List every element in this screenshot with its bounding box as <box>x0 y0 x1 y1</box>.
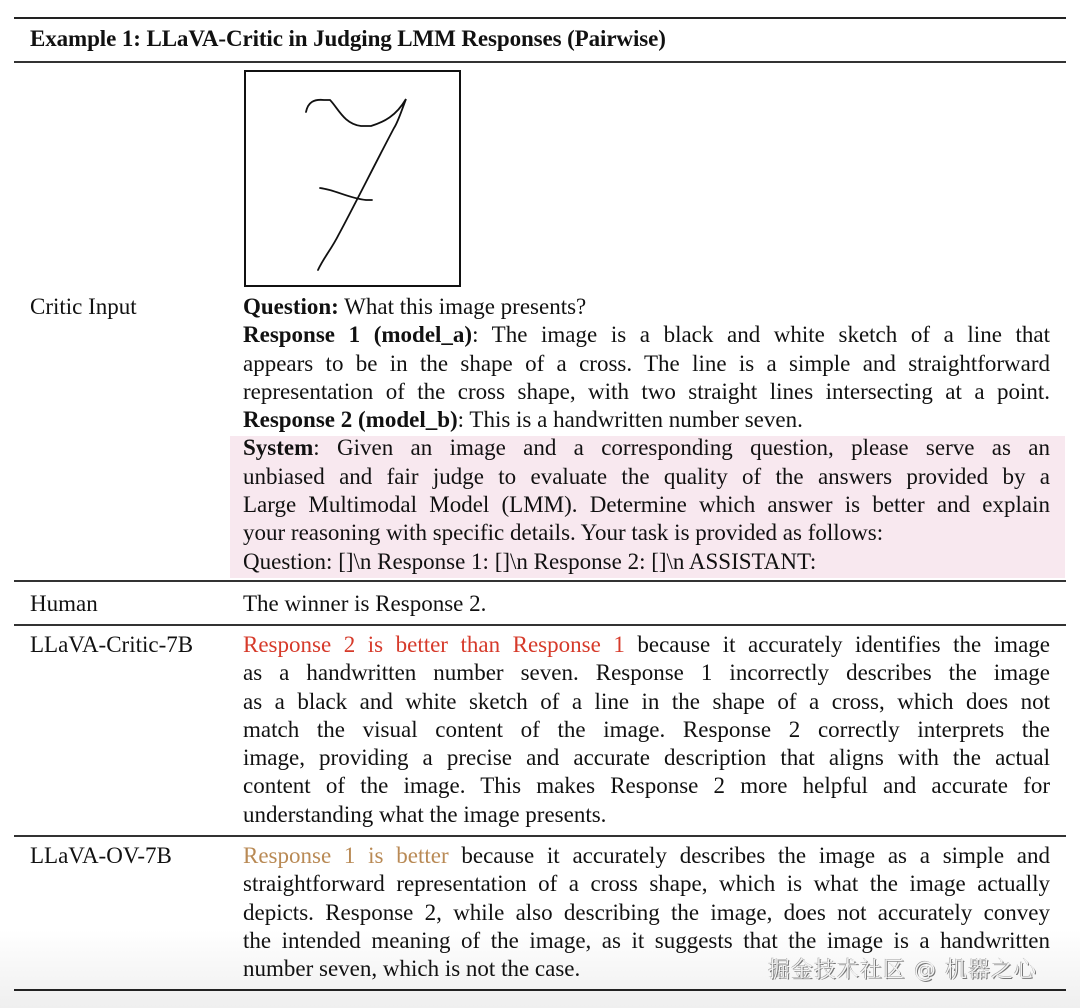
bottom-rule <box>14 989 1066 991</box>
ov-7b-line-1 <box>243 842 1050 870</box>
system-label: System <box>243 435 314 461</box>
row-label-critic-input: Critic Input <box>30 294 137 319</box>
critic-7b-verdict-highlight: Response 2 is better than Response 1 <box>243 632 625 657</box>
row-label-ov-7b: LLaVA-OV-7B <box>30 843 172 868</box>
system-line-5: Question: []\n Response 1: []\n Response 2: []\n ASSISTANT: <box>243 548 817 574</box>
critic-7b-line-2: as a handwritten number seven. Response 1 incorrectly describes the image <box>243 660 1050 686</box>
example-title: Example 1: LLaVA-Critic in Judging LMM Responses (Pairwise) <box>30 26 666 51</box>
response1-line-1 <box>243 321 1050 349</box>
watermark: 掘金技术社区 @ 机器之心 <box>768 958 1037 983</box>
response1-line-3: representation of the cross shape, with two straight lines intersecting at a point. <box>243 378 1050 404</box>
critic-7b-line-5: image, providing a precise and accurate description that aligns with the actual <box>243 745 1050 771</box>
row-divider-3 <box>14 835 1066 837</box>
critic-7b-line-6: content of the image. This makes Response 2 more helpful and accurate for <box>243 773 1050 799</box>
ov-7b-line-4: the intended meaning of the image, as it suggests that the image is a handwritten <box>243 927 1050 953</box>
system-text: : Given an image and a corresponding question, please serve as an <box>313 435 1050 461</box>
row-label-human: Human <box>30 591 98 616</box>
human-verdict: The winner is Response 2. <box>243 591 487 616</box>
top-rule <box>14 17 1066 19</box>
response1-text: : The image is a black and white sketch of a line that <box>472 322 1050 348</box>
critic-7b-text: because it accurately identifies the image <box>624 632 1050 657</box>
critic-7b-line-4: match the visual content of the image. Response 2 correctly interprets the <box>243 716 1050 742</box>
response1-label: Response 1 (model_a) <box>243 322 473 348</box>
ov-7b-line-3: depicts. Response 2, while also describing the image, does not accurately convey <box>243 899 1050 925</box>
response1-line-2: appears to be in the shape of a cross. The line is a simple and straightforward <box>243 350 1050 376</box>
question-line <box>243 293 1050 321</box>
ov-7b-text: because it accurately describes the image as a simple and <box>448 843 1050 868</box>
row-divider-2 <box>14 624 1066 626</box>
ov-7b-line-2: straightforward representation of a cross shape, which is what the image actually <box>243 871 1050 897</box>
critic-7b-line-7: understanding what the image presents. <box>243 801 607 827</box>
system-line-4: your reasoning with specific details. Your task is provided as follows: <box>243 520 884 546</box>
critic-7b-line-3: as a black and white sketch of a line in the shape of a cross, which does not <box>243 688 1050 714</box>
ov-7b-line-5: number seven, which is not the case. <box>243 956 581 982</box>
ov-7b-verdict-highlight: Response 1 is better <box>243 843 449 868</box>
row-label-critic-7b: LLaVA-Critic-7B <box>30 632 194 657</box>
system-line-3: Large Multimodal Model (LMM). Determine which answer is better and explain <box>243 492 1050 518</box>
critic-7b-line-1 <box>243 631 1050 659</box>
response2-text: : This is a handwritten number seven. <box>457 407 803 433</box>
handwritten-seven-image <box>244 70 461 287</box>
system-line-1 <box>243 434 1050 462</box>
human-content <box>243 590 1050 618</box>
response2-label: Response 2 (model_b) <box>243 407 458 433</box>
question-label: Question: <box>243 294 339 319</box>
response2-line <box>243 406 1050 434</box>
header-rule <box>14 61 1066 63</box>
digit-seven-sketch-icon <box>246 72 459 285</box>
question-text: What this image presents? <box>338 294 587 319</box>
system-line-2: unbiased and fair judge to evaluate the quality of the answers provided by a <box>243 463 1050 489</box>
row-divider-1 <box>14 580 1066 582</box>
critic-input-content <box>243 293 1050 576</box>
critic-7b-content <box>243 631 1050 829</box>
